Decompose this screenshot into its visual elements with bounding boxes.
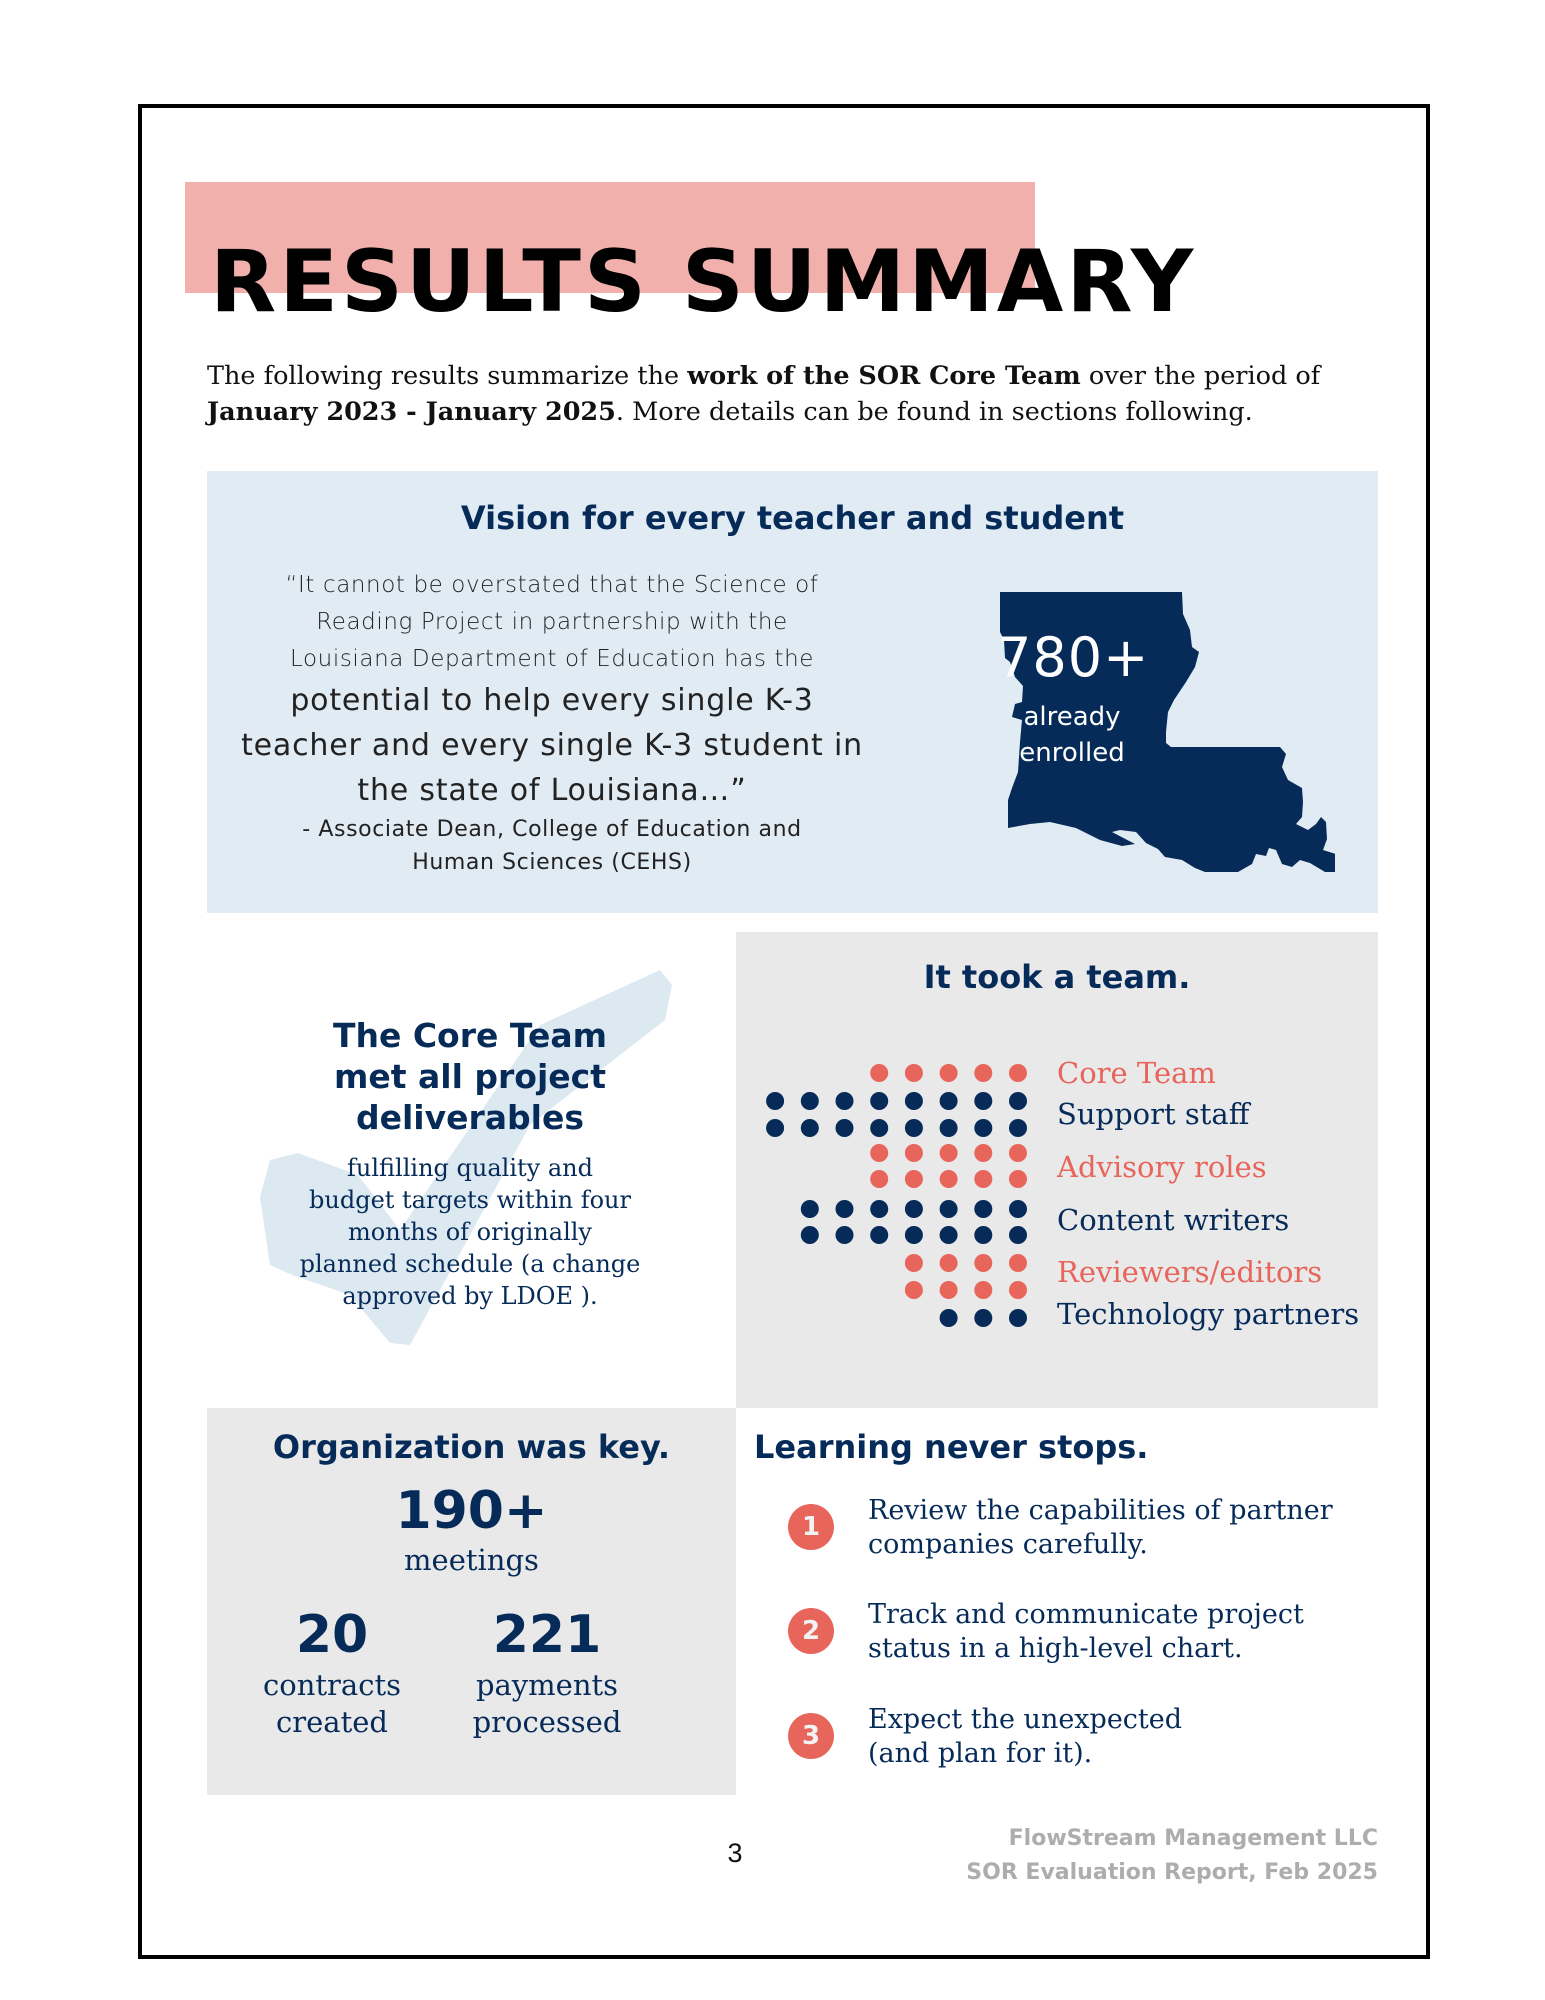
- team-dot: [870, 1226, 888, 1244]
- team-dot: [940, 1309, 958, 1327]
- team-dot: [905, 1281, 923, 1299]
- quote-attribution: Human Sciences (CEHS): [412, 850, 692, 875]
- payments-label-line: payments: [475, 1668, 619, 1702]
- team-dot: [1009, 1144, 1027, 1162]
- heading-line: met all project: [333, 1057, 606, 1096]
- number-badge-icon: 1: [788, 1504, 834, 1550]
- team-dot: [870, 1200, 888, 1218]
- team-dot: [974, 1064, 992, 1082]
- vision-panel: [207, 471, 1378, 913]
- team-dot: [870, 1064, 888, 1082]
- intro-text: . More details can be found in sections following.: [615, 397, 1253, 427]
- page-title: RESULTS SUMMARY: [210, 232, 1197, 332]
- team-label-support-staff: Support staff: [1057, 1097, 1250, 1131]
- organization-heading: Organization was key.: [272, 1428, 671, 1466]
- lesson-text: Review the capabilities of partner companies carefully.: [868, 1495, 1333, 1560]
- quote-line: Reading Project in partnership with the: [316, 609, 788, 635]
- team-dot: [801, 1092, 819, 1110]
- team-dot: [905, 1226, 923, 1244]
- enrolled-label-line: already: [1023, 702, 1121, 732]
- team-dot: [1009, 1170, 1027, 1188]
- team-label-technology-partners: Technology partners: [1057, 1297, 1360, 1331]
- enrolled-label: [997, 699, 1147, 771]
- heading-line: deliverables: [355, 1098, 585, 1137]
- number-badge-icon: 3: [788, 1713, 834, 1759]
- team-label-content-writers: Content writers: [1057, 1203, 1290, 1237]
- team-dot: [766, 1092, 784, 1110]
- team-label-core-team: Core Team: [1057, 1056, 1216, 1090]
- team-dot: [940, 1119, 958, 1137]
- team-dot: [870, 1119, 888, 1137]
- team-dot: [801, 1119, 819, 1137]
- team-dot: [974, 1281, 992, 1299]
- quote-block: [207, 567, 897, 879]
- intro-text: The following results summarize the: [207, 361, 688, 391]
- team-dot: [940, 1200, 958, 1218]
- number-badge-icon: 2: [788, 1608, 834, 1654]
- body-line: planned schedule (a change: [299, 1250, 641, 1278]
- learning-panel: [754, 1408, 1378, 1795]
- team-dot: [974, 1144, 992, 1162]
- team-dot: [940, 1144, 958, 1162]
- team-dot: [801, 1200, 819, 1218]
- quote-line: potential to help every single K-3: [290, 683, 814, 718]
- contracts-label-line: created: [276, 1705, 388, 1739]
- team-dot: [905, 1144, 923, 1162]
- team-dot: [905, 1254, 923, 1272]
- learning-heading: Learning never stops.: [754, 1428, 1149, 1466]
- team-dot: [905, 1092, 923, 1110]
- contracts-label-line: contracts: [263, 1668, 401, 1702]
- core-team-description: [220, 1152, 720, 1312]
- team-dot: [974, 1226, 992, 1244]
- lesson-text: Expect the unexpected (and plan for it).: [868, 1704, 1183, 1769]
- team-panel: [736, 932, 1378, 1408]
- body-line: months of originally: [348, 1218, 592, 1246]
- team-dot: [870, 1092, 888, 1110]
- quote-line: teacher and every single K-3 student in: [241, 728, 863, 763]
- footer-company: FlowStream Management LLC: [1008, 1826, 1378, 1851]
- core-team-block: [220, 1015, 720, 1312]
- intro-bold-period: January 2023 - January 2025: [207, 397, 616, 427]
- team-label-advisory-roles: Advisory roles: [1057, 1150, 1267, 1184]
- meetings-label: meetings: [404, 1543, 539, 1577]
- lesson-item: [788, 1598, 1368, 1678]
- payments-label-line: processed: [472, 1705, 622, 1739]
- body-line: fulfilling quality and: [347, 1154, 593, 1182]
- team-heading: It took a team.: [923, 958, 1191, 996]
- heading-line: The Core Team: [332, 1016, 608, 1055]
- team-dot: [836, 1092, 854, 1110]
- footer-report: SOR Evaluation Report, Feb 2025: [966, 1860, 1378, 1885]
- team-dot: [1009, 1064, 1027, 1082]
- team-dot: [905, 1119, 923, 1137]
- team-dot: [905, 1200, 923, 1218]
- team-dot: [974, 1254, 992, 1272]
- enrolled-count: 780+: [997, 626, 1150, 689]
- team-dot: [940, 1226, 958, 1244]
- payments-stat: [432, 1603, 662, 1741]
- team-dot: [870, 1144, 888, 1162]
- quote-line: the state of Louisiana…”: [357, 773, 747, 808]
- body-line: approved by LDOE ).: [342, 1282, 598, 1310]
- team-dot: [1009, 1254, 1027, 1272]
- quote-line: Louisiana Department of Education has the: [290, 646, 814, 672]
- team-dot: [1009, 1281, 1027, 1299]
- payments-value: 221: [492, 1605, 602, 1665]
- organization-panel: [207, 1408, 736, 1795]
- meetings-value: 190+: [395, 1481, 548, 1541]
- vision-heading: Vision for every teacher and student: [460, 499, 1125, 537]
- team-dot: [836, 1119, 854, 1137]
- meetings-stat: [207, 1480, 736, 1579]
- footer-credits: [900, 1822, 1378, 1890]
- team-dot: [940, 1281, 958, 1299]
- team-dot: [905, 1170, 923, 1188]
- team-dot: [1009, 1226, 1027, 1244]
- quote-attribution: - Associate Dean, College of Education and: [302, 817, 802, 842]
- lesson-item: [788, 1494, 1368, 1574]
- team-dot: [1009, 1092, 1027, 1110]
- contracts-stat: [217, 1603, 447, 1741]
- team-dot: [974, 1119, 992, 1137]
- team-dot: [940, 1254, 958, 1272]
- lesson-item: [788, 1703, 1368, 1783]
- team-dot: [940, 1064, 958, 1082]
- team-dot: [836, 1200, 854, 1218]
- quote-line: “It cannot be overstated that the Science of: [285, 572, 819, 598]
- team-dot: [974, 1200, 992, 1218]
- lesson-text: Track and communicate project status in a high-level chart.: [868, 1599, 1304, 1664]
- team-dot: [905, 1064, 923, 1082]
- intro-bold-team: work of the SOR Core Team: [687, 361, 1081, 391]
- team-dot: [940, 1170, 958, 1188]
- team-dot: [836, 1226, 854, 1244]
- team-label-reviewers-editors: Reviewers/editors: [1057, 1255, 1323, 1289]
- enrolled-label-line: enrolled: [1019, 738, 1125, 768]
- team-dot: [1009, 1200, 1027, 1218]
- team-dot: [870, 1170, 888, 1188]
- core-team-heading: [220, 1015, 720, 1138]
- team-dot: [1009, 1309, 1027, 1327]
- page-number: 3: [727, 1838, 743, 1868]
- team-dot: [1009, 1119, 1027, 1137]
- intro-paragraph: [207, 358, 1387, 430]
- team-dot: [766, 1119, 784, 1137]
- team-dot: [940, 1092, 958, 1110]
- team-dot: [974, 1309, 992, 1327]
- intro-text: over the period of: [1080, 361, 1321, 391]
- team-dot: [801, 1226, 819, 1244]
- team-dot: [974, 1170, 992, 1188]
- body-line: budget targets within four: [309, 1186, 631, 1214]
- contracts-value: 20: [295, 1605, 369, 1665]
- team-dot: [974, 1092, 992, 1110]
